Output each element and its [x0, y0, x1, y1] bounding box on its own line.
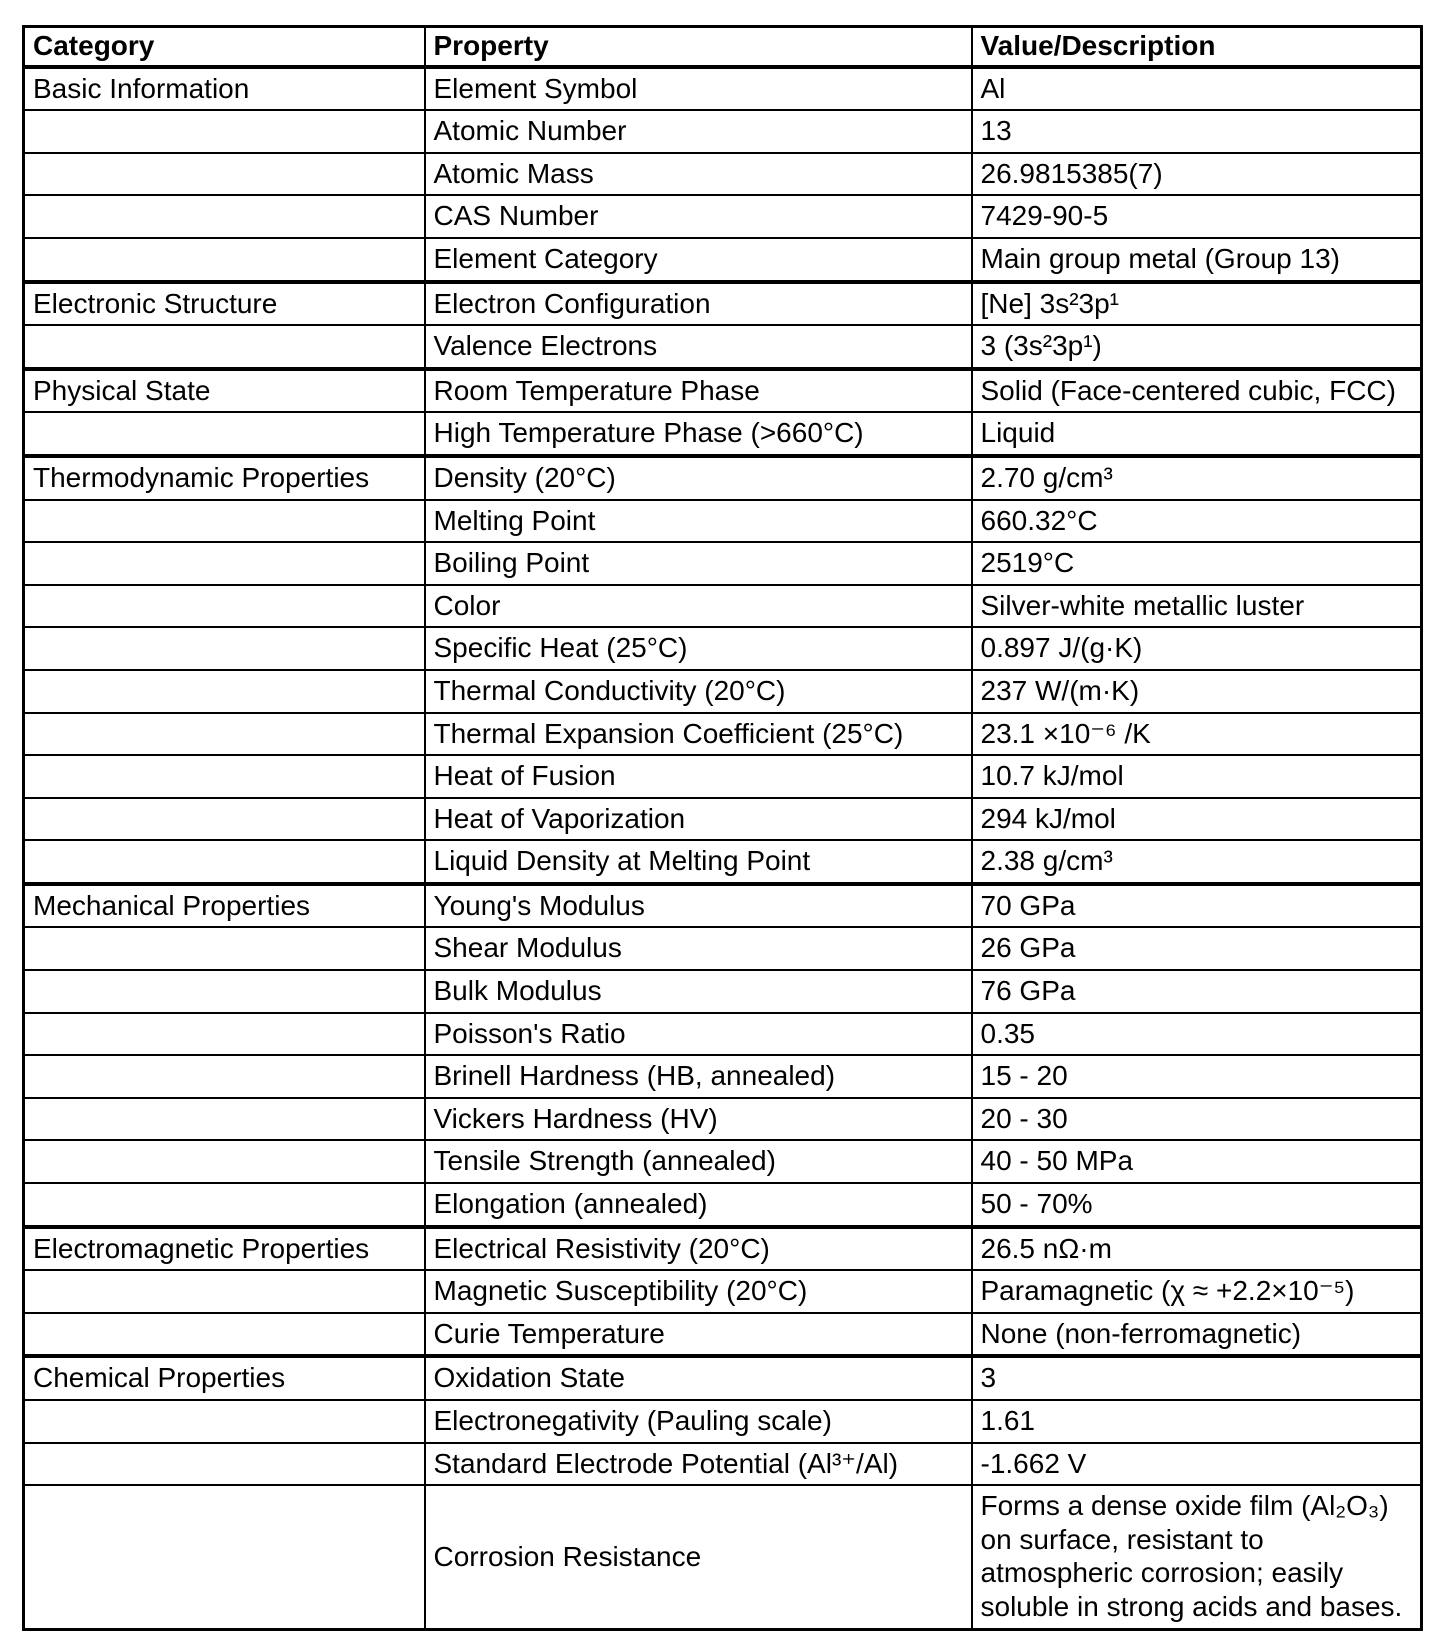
table-row — [24, 542, 1422, 585]
category-cell — [24, 755, 425, 798]
property-cell: Melting Point — [425, 500, 972, 543]
property-cell: Electrical Resistivity (20°C) — [425, 1227, 972, 1271]
value-cell: 0.897 J/(g·K) — [972, 627, 1422, 670]
table-row — [24, 1356, 1422, 1400]
category-cell — [24, 1098, 425, 1141]
table-row — [24, 1140, 1422, 1183]
category-cell — [24, 153, 425, 196]
table-row — [24, 627, 1422, 670]
property-cell: Electron Configuration — [425, 282, 972, 326]
category-cell — [24, 1313, 425, 1357]
element-properties-table — [22, 25, 1423, 1631]
table-row — [24, 713, 1422, 756]
category-cell — [24, 970, 425, 1013]
value-cell: 15 - 20 — [972, 1055, 1422, 1098]
table-row — [24, 369, 1422, 413]
category-cell — [24, 1270, 425, 1313]
property-cell: Element Category — [425, 238, 972, 282]
category-cell — [24, 1400, 425, 1443]
value-cell: 70 GPa — [972, 884, 1422, 928]
category-cell — [24, 238, 425, 282]
table-row — [24, 412, 1422, 456]
value-cell: 76 GPa — [972, 970, 1422, 1013]
property-cell: Elongation (annealed) — [425, 1183, 972, 1227]
property-cell: CAS Number — [425, 195, 972, 238]
value-cell: 660.32°C — [972, 500, 1422, 543]
table-row — [24, 585, 1422, 628]
value-cell: 10.7 kJ/mol — [972, 755, 1422, 798]
category-cell: Electronic Structure — [24, 282, 425, 326]
value-cell: 2.70 g/cm³ — [972, 456, 1422, 500]
value-cell: 26.9815385(7) — [972, 153, 1422, 196]
property-cell: Standard Electrode Potential (Al³⁺/Al) — [425, 1443, 972, 1486]
table-row — [24, 755, 1422, 798]
value-cell: 7429-90-5 — [972, 195, 1422, 238]
header-category: Category — [24, 27, 425, 67]
category-cell — [24, 627, 425, 670]
value-cell: 26 GPa — [972, 927, 1422, 970]
value-cell: 2.38 g/cm³ — [972, 840, 1422, 884]
category-cell — [24, 110, 425, 153]
table-row — [24, 840, 1422, 884]
value-cell: [Ne] 3s²3p¹ — [972, 282, 1422, 326]
property-cell: Oxidation State — [425, 1356, 972, 1400]
table-row — [24, 1183, 1422, 1227]
table-body — [24, 67, 1422, 1629]
category-cell — [24, 1140, 425, 1183]
property-cell: Curie Temperature — [425, 1313, 972, 1357]
table-row — [24, 1270, 1422, 1313]
table-row — [24, 282, 1422, 326]
header-property: Property — [425, 27, 972, 67]
category-cell — [24, 798, 425, 841]
property-cell: Corrosion Resistance — [425, 1485, 972, 1629]
property-cell: Boiling Point — [425, 542, 972, 585]
category-cell — [24, 1013, 425, 1056]
category-cell: Physical State — [24, 369, 425, 413]
table-row — [24, 884, 1422, 928]
category-cell: Thermodynamic Properties — [24, 456, 425, 500]
table-row — [24, 325, 1422, 369]
table-row — [24, 798, 1422, 841]
table-row — [24, 1055, 1422, 1098]
property-cell: Atomic Number — [425, 110, 972, 153]
value-cell: 294 kJ/mol — [972, 798, 1422, 841]
property-cell: Room Temperature Phase — [425, 369, 972, 413]
value-cell: Forms a dense oxide film (Al₂O₃) on surface, resistant to atmospheric corrosion; easily soluble in strong acids and bases. — [972, 1485, 1422, 1629]
property-cell: Brinell Hardness (HB, annealed) — [425, 1055, 972, 1098]
table-row — [24, 456, 1422, 500]
category-cell — [24, 670, 425, 713]
property-cell: Poisson's Ratio — [425, 1013, 972, 1056]
category-cell: Electromagnetic Properties — [24, 1227, 425, 1271]
property-cell: Heat of Vaporization — [425, 798, 972, 841]
value-cell: Silver-white metallic luster — [972, 585, 1422, 628]
table-row — [24, 195, 1422, 238]
value-cell: 20 - 30 — [972, 1098, 1422, 1141]
table-row — [24, 500, 1422, 543]
category-cell — [24, 840, 425, 884]
category-cell — [24, 542, 425, 585]
value-cell: 26.5 nΩ·m — [972, 1227, 1422, 1271]
value-cell: 3 — [972, 1356, 1422, 1400]
property-cell: Heat of Fusion — [425, 755, 972, 798]
value-cell: Solid (Face-centered cubic, FCC) — [972, 369, 1422, 413]
table-row — [24, 1013, 1422, 1056]
table-row — [24, 110, 1422, 153]
table-row — [24, 1313, 1422, 1357]
table-row — [24, 670, 1422, 713]
table-row — [24, 153, 1422, 196]
category-cell — [24, 412, 425, 456]
category-cell — [24, 195, 425, 238]
category-cell — [24, 927, 425, 970]
table-row — [24, 1485, 1422, 1629]
category-cell — [24, 1485, 425, 1629]
table-row — [24, 1098, 1422, 1141]
value-cell: 50 - 70% — [972, 1183, 1422, 1227]
value-cell: 0.35 — [972, 1013, 1422, 1056]
property-cell: Thermal Expansion Coefficient (25°C) — [425, 713, 972, 756]
property-cell: Vickers Hardness (HV) — [425, 1098, 972, 1141]
table-row — [24, 67, 1422, 111]
property-cell: Element Symbol — [425, 67, 972, 111]
category-cell: Mechanical Properties — [24, 884, 425, 928]
property-cell: Tensile Strength (annealed) — [425, 1140, 972, 1183]
header-value-description: Value/Description — [972, 27, 1422, 67]
property-cell: High Temperature Phase (>660°C) — [425, 412, 972, 456]
category-cell — [24, 585, 425, 628]
value-cell: Paramagnetic (χ ≈ +2.2×10⁻⁵) — [972, 1270, 1422, 1313]
value-cell: None (non-ferromagnetic) — [972, 1313, 1422, 1357]
property-cell: Specific Heat (25°C) — [425, 627, 972, 670]
property-cell: Color — [425, 585, 972, 628]
value-cell: Main group metal (Group 13) — [972, 238, 1422, 282]
table-row — [24, 238, 1422, 282]
property-cell: Density (20°C) — [425, 456, 972, 500]
table-row — [24, 1227, 1422, 1271]
table-row — [24, 970, 1422, 1013]
category-cell — [24, 500, 425, 543]
value-cell: 2519°C — [972, 542, 1422, 585]
property-cell: Young's Modulus — [425, 884, 972, 928]
value-cell: 237 W/(m·K) — [972, 670, 1422, 713]
value-cell: 3 (3s²3p¹) — [972, 325, 1422, 369]
property-cell: Liquid Density at Melting Point — [425, 840, 972, 884]
category-cell: Chemical Properties — [24, 1356, 425, 1400]
category-cell — [24, 713, 425, 756]
value-cell: Al — [972, 67, 1422, 111]
property-cell: Shear Modulus — [425, 927, 972, 970]
category-cell — [24, 1183, 425, 1227]
property-cell: Valence Electrons — [425, 325, 972, 369]
value-cell: -1.662 V — [972, 1443, 1422, 1486]
category-cell: Basic Information — [24, 67, 425, 111]
table-row — [24, 1400, 1422, 1443]
value-cell: 23.1 ×10⁻⁶ /K — [972, 713, 1422, 756]
property-cell: Magnetic Susceptibility (20°C) — [425, 1270, 972, 1313]
table-row — [24, 927, 1422, 970]
value-cell: 1.61 — [972, 1400, 1422, 1443]
property-cell: Electronegativity (Pauling scale) — [425, 1400, 972, 1443]
header-row — [24, 27, 1422, 67]
category-cell — [24, 1443, 425, 1486]
table-row — [24, 1443, 1422, 1486]
value-cell: Liquid — [972, 412, 1422, 456]
property-cell: Atomic Mass — [425, 153, 972, 196]
category-cell — [24, 325, 425, 369]
property-cell: Thermal Conductivity (20°C) — [425, 670, 972, 713]
value-cell: 40 - 50 MPa — [972, 1140, 1422, 1183]
category-cell — [24, 1055, 425, 1098]
value-cell: 13 — [972, 110, 1422, 153]
property-cell: Bulk Modulus — [425, 970, 972, 1013]
